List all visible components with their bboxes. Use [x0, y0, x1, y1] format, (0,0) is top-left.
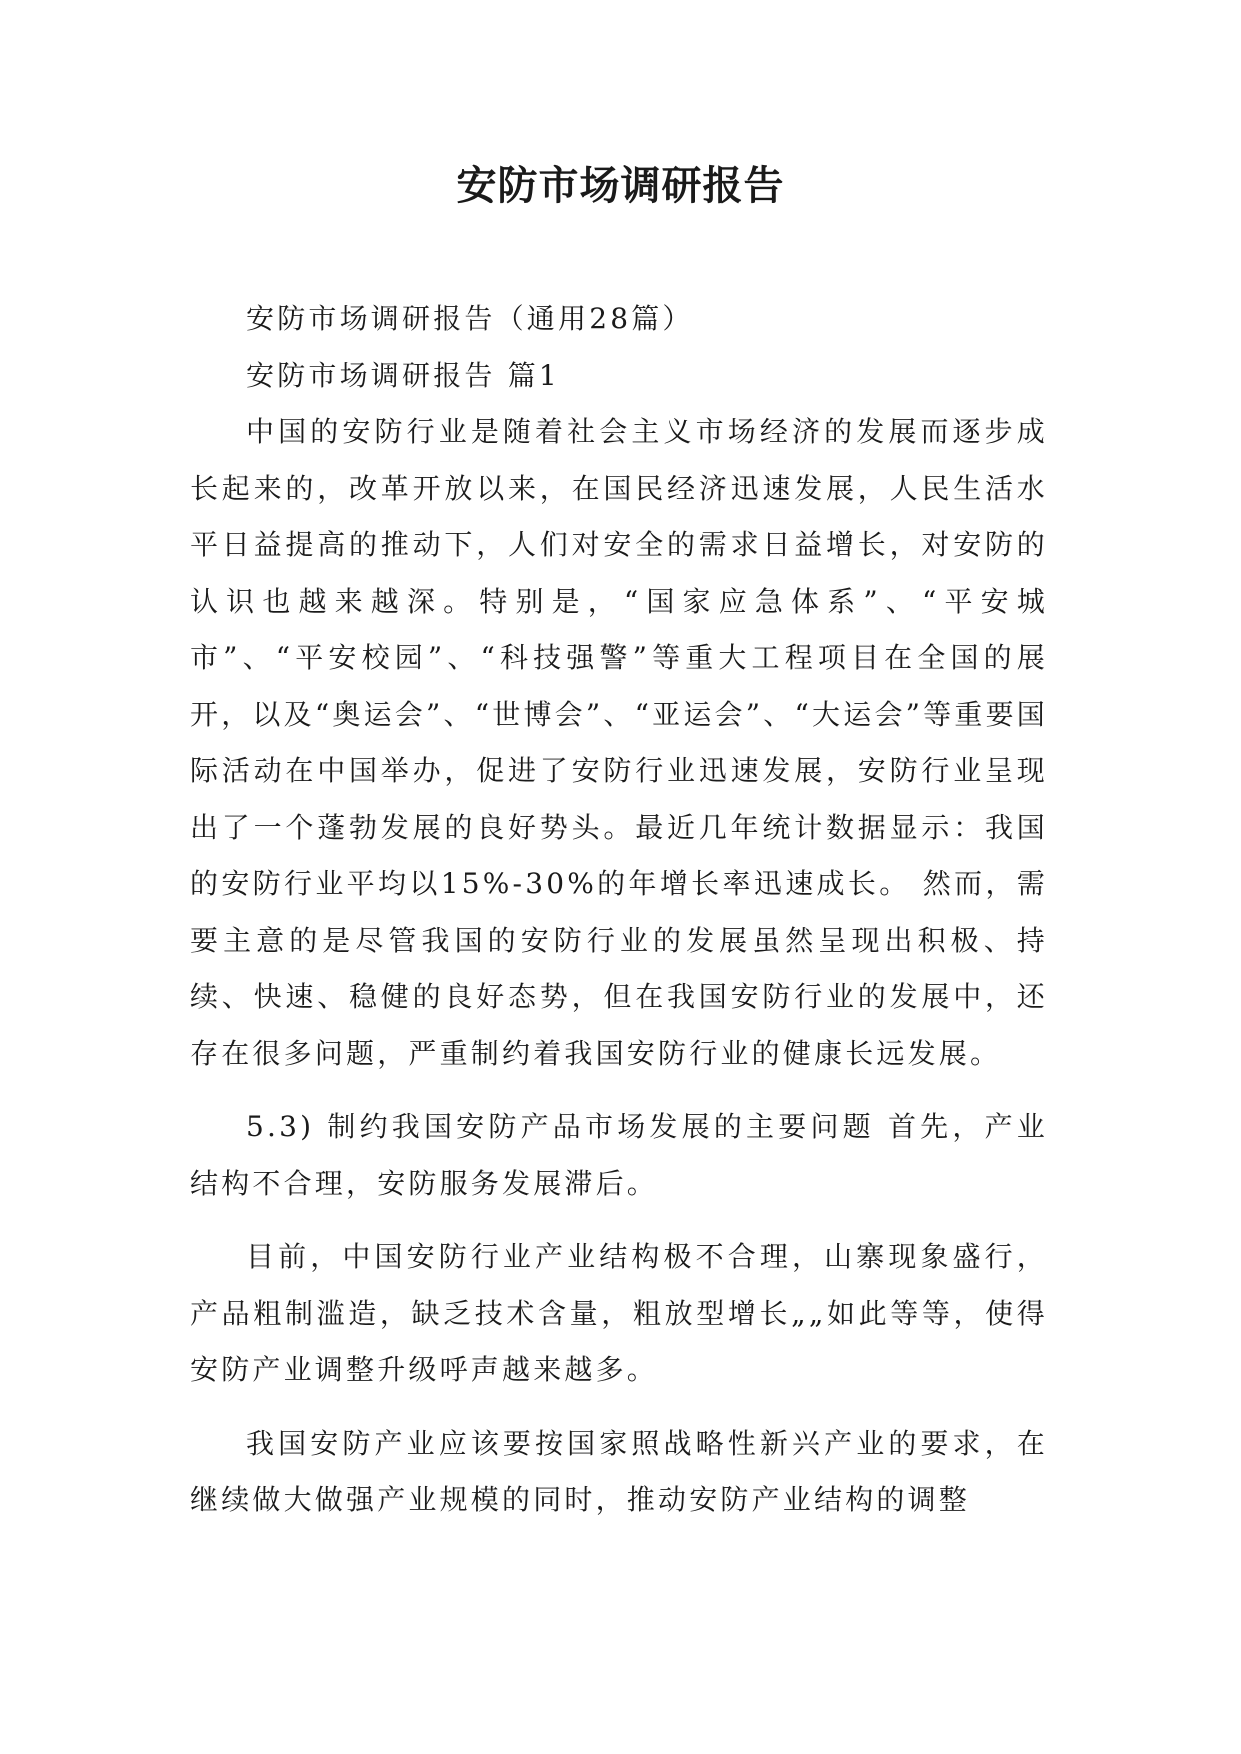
paragraph-problems: 5.3) 制约我国安防产品市场发展的主要问题 首先，产业结构不合理，安防服务发展滞后。	[190, 1110, 1048, 1200]
paragraph-strategy: 我国安防产业应该要按国家照战略性新兴产业的要求，在继续做大做强产业规模的同时，推动安防产业结构的调整	[190, 1426, 1048, 1516]
paragraph-structure: 目前，中国安防行业产业结构极不合理，山寨现象盛行，产品粗制滥造，缺乏技术含量，粗放型增长„„如此等等，使得安防产业调整升级呼声越来越多。	[190, 1240, 1048, 1386]
document-body	[190, 291, 1048, 1529]
paragraph-section-heading: 安防市场调研报告 篇1	[246, 358, 560, 392]
document-title: 安防市场调研报告	[456, 162, 785, 209]
paragraph-intro: 中国的安防行业是随着社会主义市场经济的发展而逐步成长起来的，改革开放以来，在国民经济迅速发展，人民生活水平日益提高的推动下，人们对安全的需求日益增长，对安防的认识也越来越深。特别是，“国家应急体系”、“平安城市”、“平安校园”、“科技强警”等重大工程项目在全国的展开，以及“奥运会”、“世博会”、“亚运会”、“大运会”等重要国际活动在中国举办，促进了安防行业迅速发展，安防行业呈现出了一个蓬勃发展的良好势头。最近几年统计数据显示：我国的安防行业平均以15%-30%的年增长率迅速成长。 然而，需要主意的是尽管我国的安防行业的发展虽然呈现出积极、持续、快速、稳健的良好态势，但在我国安防行业的发展中，还存在很多问题，严重制约着我国安防行业的健康长远发展。	[190, 415, 1048, 1070]
paragraph-subtitle: 安防市场调研报告（通用28篇）	[246, 302, 694, 335]
